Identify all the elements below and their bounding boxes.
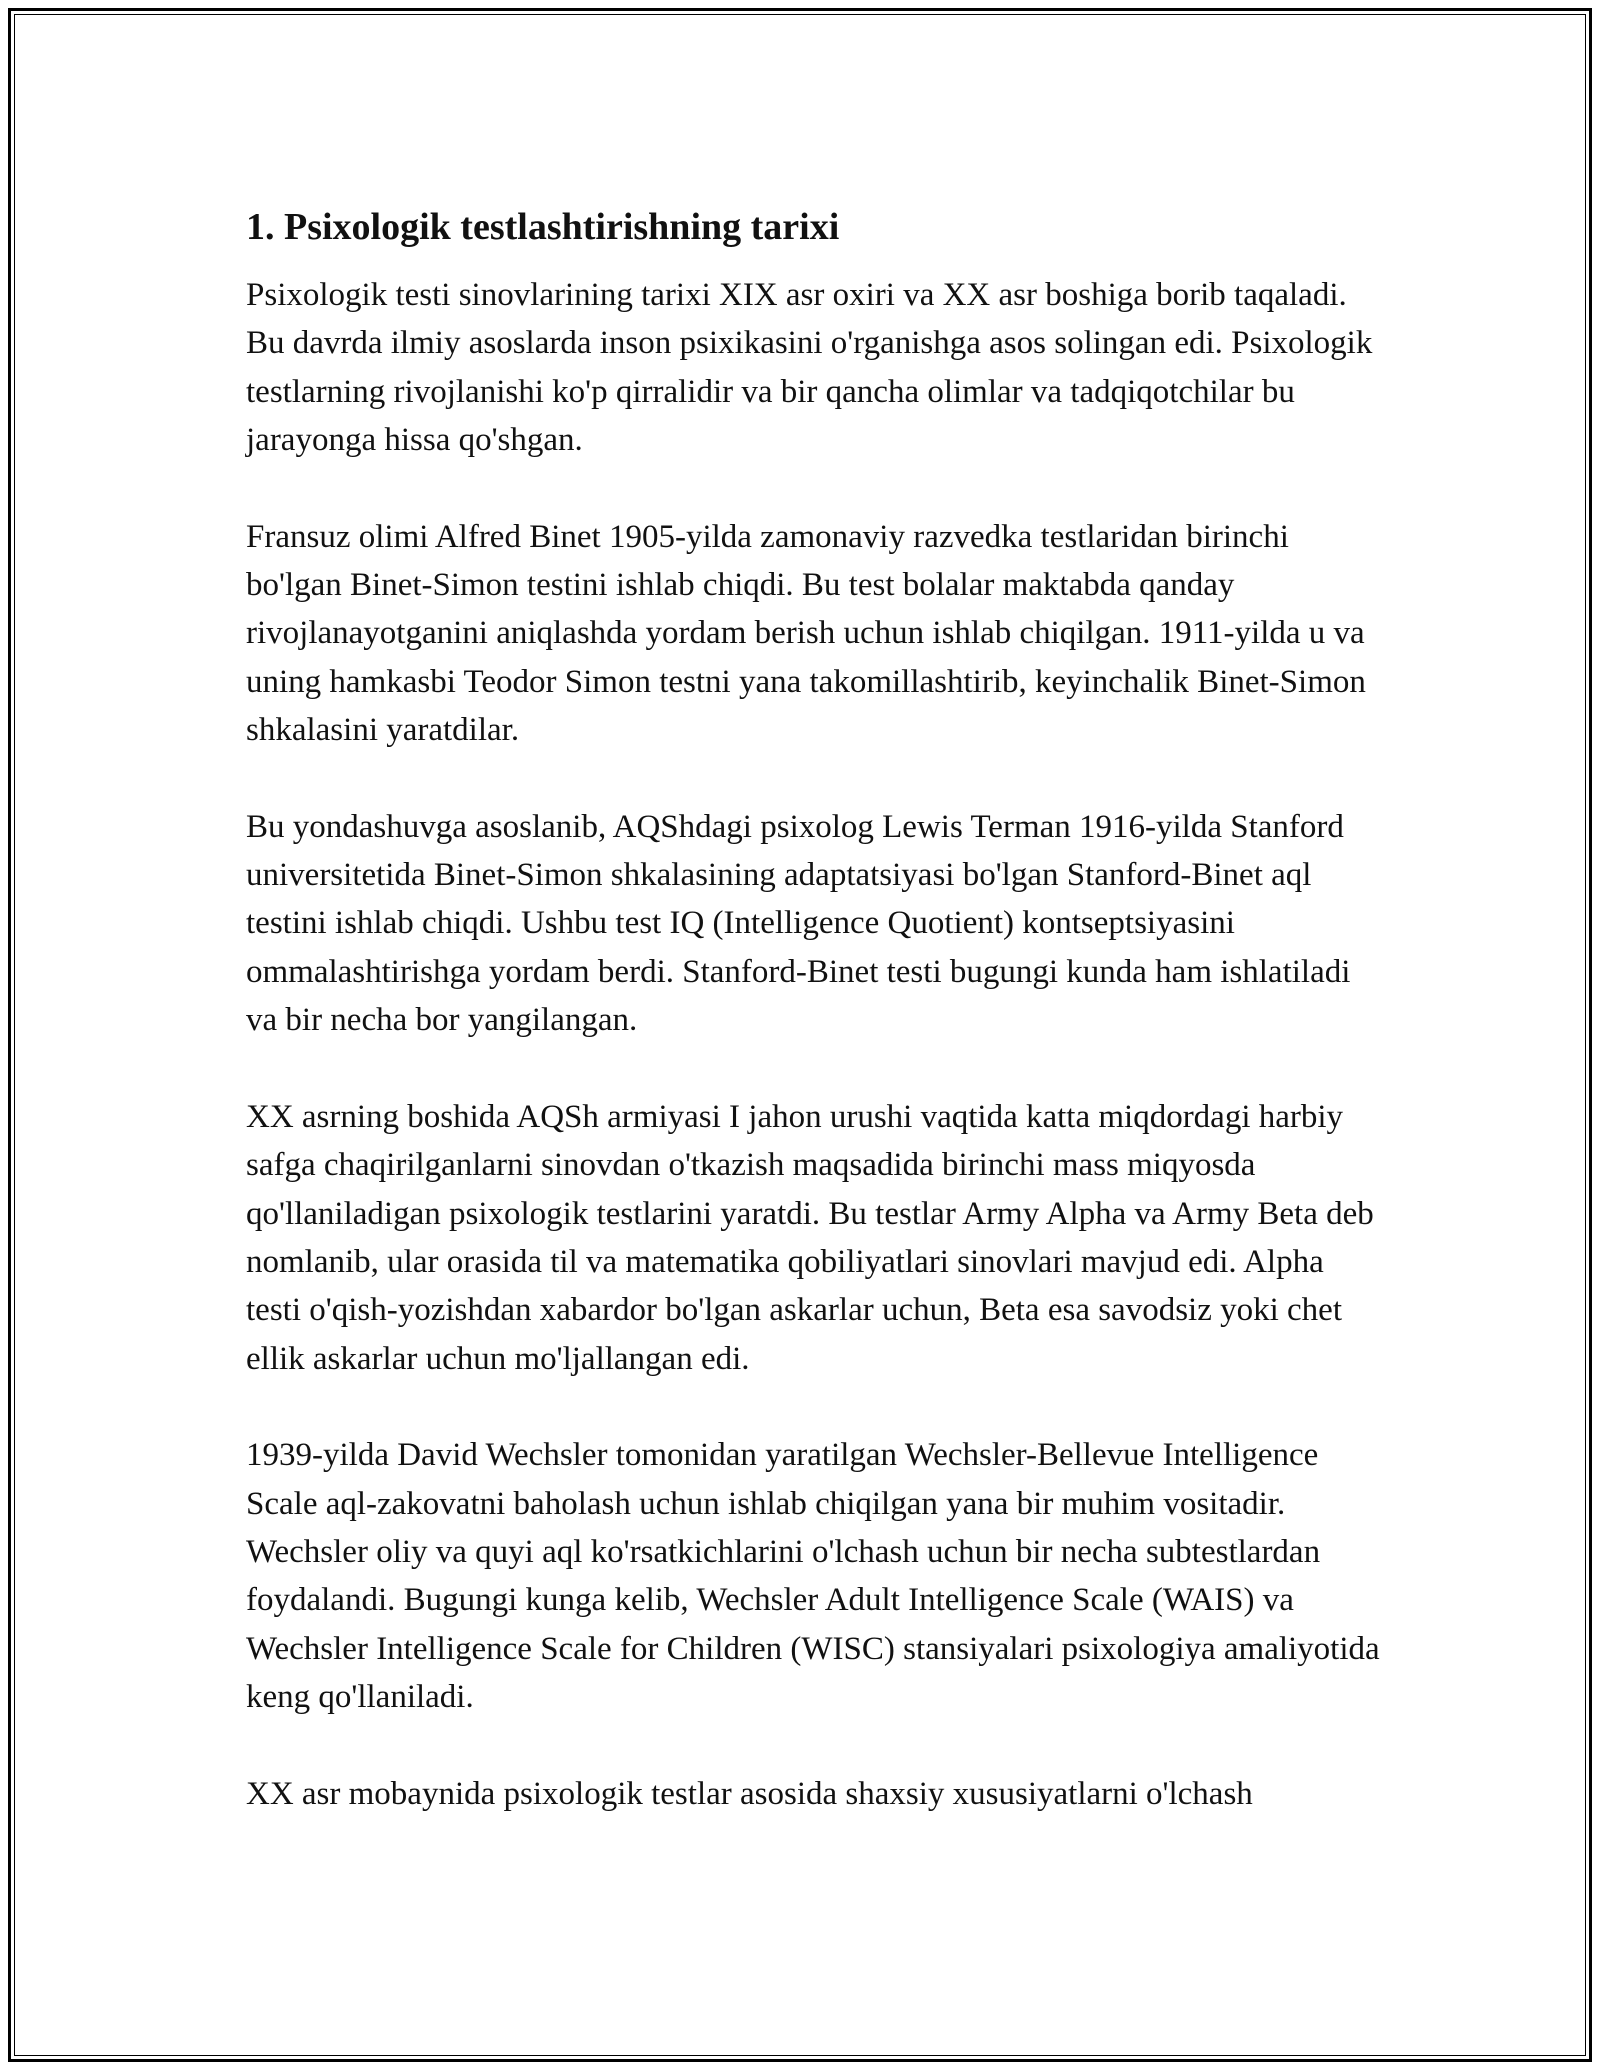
page-frame — [8, 8, 1592, 2062]
document-body — [246, 201, 1381, 1866]
paragraph-1: Psixologik testi sinovlarining tarixi XIX asr oxiri va XX asr boshiga borib taqaladi. Bu davrda ilmiy asoslarda inson psixikasini o'rganishga asos solingan edi. Psixologik testlarning rivojlanishi ko'p qirralidir va bir qancha olimlar va tadqiqotchilar bu jarayonga hissa qo'shgan. — [246, 277, 1373, 459]
paragraph-3: Bu yondashuvga asoslanib, AQShdagi psixolog Lewis Terman 1916-yilda Stanford universitetida Binet-Simon shkalasining adaptatsiyasi bo'lgan Stanford-Binet aql testini ishlab chiqdi. Ushbu test IQ (Intelligence Quotient) kontseptsiyasini ommalashtirishga yordam berdi. Stanford-Binet testi bugungi kunda ham ishlatiladi va bir necha bor yangilangan. — [246, 808, 1351, 1039]
paragraph-4: XX asrning boshida AQSh armiyasi I jahon urushi vaqtida katta miqdordagi harbiy safga chaqirilganlarni sinovdan o'tkazish maqsadida birinchi mass miqyosda qo'llaniladigan psixologik testlarini yaratdi. Bu testlar Army Alpha va Army Beta deb nomlanib, ular orasida til va matematika qobiliyatlari sinovlari mavjud edi. Alpha testi o'qish-yozishdan xabardor bo'lgan askarlar uchun, Beta esa savodsiz yoki chet ellik askarlar uchun mo'ljallangan edi. — [246, 1098, 1374, 1377]
paragraph-5: 1939-yilda David Wechsler tomonidan yaratilgan Wechsler-Bellevue Intelligence Scale aql-zakovatni baholash uchun ishlab chiqilgan yana bir muhim vositadir. Wechsler oliy va quyi aql ko'rsatkichlarini o'lchash uchun bir necha subtestlardan foydalandi. Bugungi kunga kelib, Wechsler Adult Intelligence Scale (WAIS) va Wechsler Intelligence Scale for Children (WISC) stansiyalari psixologiya amaliyotida keng qo'llaniladi. — [246, 1437, 1380, 1716]
paragraph-6: XX asr mobaynida psixologik testlar asosida shaxsiy xususiyatlarni o'lchash — [246, 1775, 1253, 1812]
paragraph-2: Fransuz olimi Alfred Binet 1905-yilda zamonaviy razvedka testlaridan birinchi bo'lgan Binet-Simon testini ishlab chiqdi. Bu test bolalar maktabda qanday rivojlanayotganini aniqlashda yordam berish uchun ishlab chiqilgan. 1911-yilda u va uning hamkasbi Teodor Simon testni yana takomillashtirib, keyinchalik Binet-Simon shkalasini yaratdilar. — [246, 518, 1366, 749]
section-heading: 1. Psixologik testlashtirishning tarixi — [246, 206, 840, 248]
